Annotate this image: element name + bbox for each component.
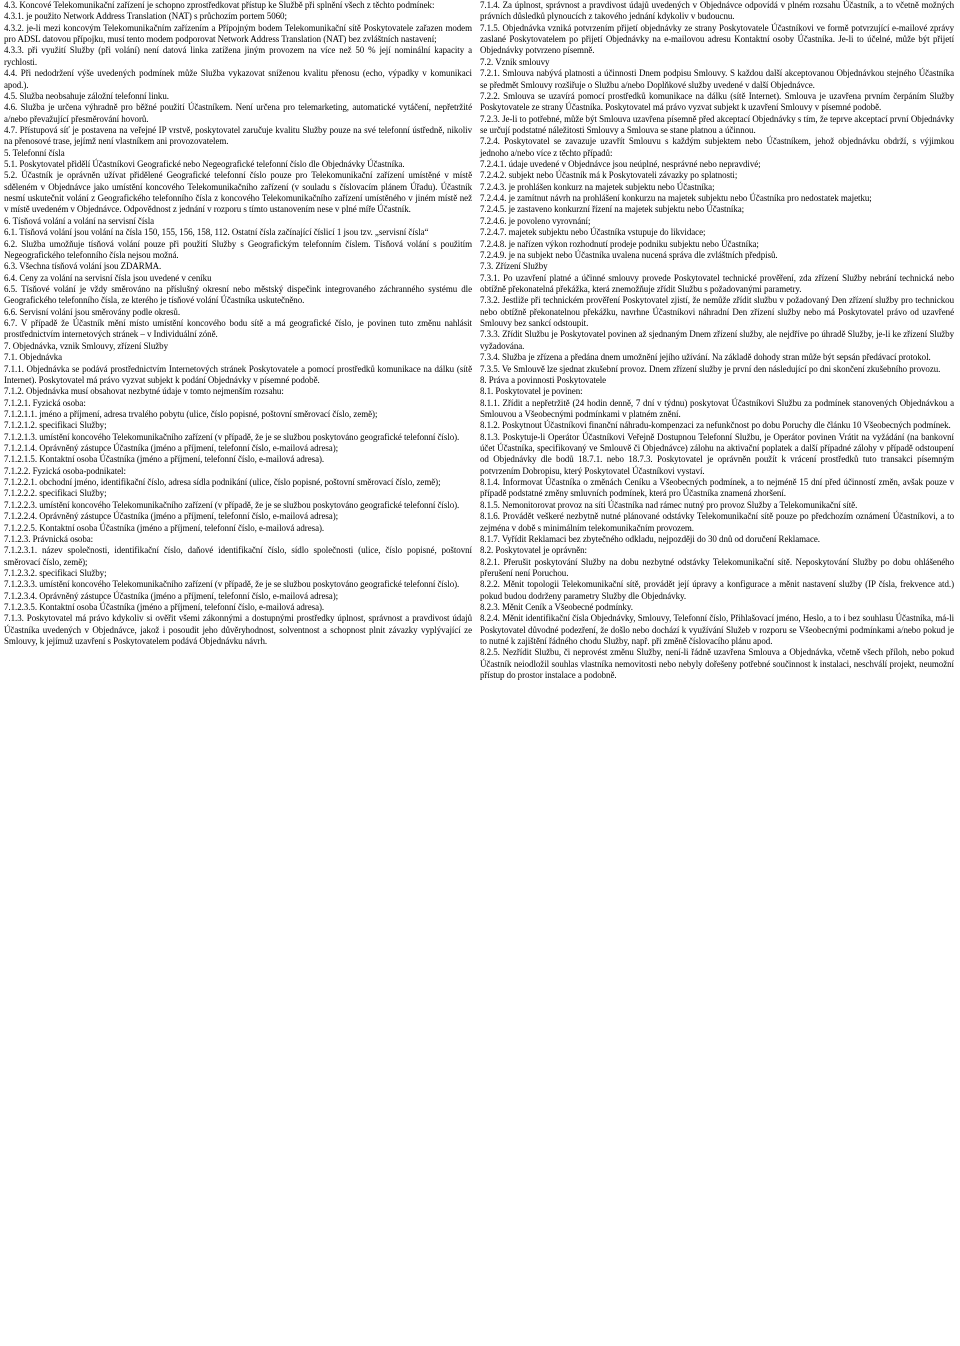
paragraph: 7.1.2.1.3. umístění koncového Telekomunikačního zařízení (v případě, že je se službou poskytováno geografické telefonní číslo). [4,431,460,442]
paragraph: 4.3. Koncové Telekomunikační zařízení je schopno zprostředkovat přístup ke Službě při splnění všech z těchto podmínek: [4,0,435,10]
paragraph: 8.1. Poskytovatel je povinen: [480,386,583,397]
paragraph: 4.7. Přístupová síť je postavena na veřejné IP vrstvě, poskytovatel zaručuje kvalitu Služby pouze na své telefonní ústředně, nikoliv na přenosové trase, jejímž není vlastníkem ani provozovatelem. [4,124,472,147]
paragraph: 7.2.4.5. je zastaveno konkurzní řízení na majetek subjektu nebo Účastníka; [480,204,745,215]
paragraph: 7.1.5. Objednávka vzniká potvrzením přijetí objednávky ze strany Poskytovatele Účastníkovi ve formě potvrzující e-mailové zprávy zaslané Poskytovatelem po přijetí Objednávky na e-mailovou adresu Kontaktní osoby Účastníka. Je-li to účelné, může být přijetí Objednávky potvrzeno písemně. [480,22,954,56]
paragraph: 6.2. Služba umožňuje tísňová volání pouze při použití Služby s Geografickým telefonním číslem. Tísňová volání s použitím Negeografického telefonního čísla nejsou možná. [4,238,472,260]
paragraph: 4.4. Při nedodržení výše uvedených podmínek může Služba vykazovat sníženou kvalitu přenosu (echo, výpadky v komunikaci apod.). [4,68,472,90]
paragraph: 7.1.2.1. Fyzická osoba: [4,397,86,408]
paragraph: 5.1. Poskytovatel přidělí Účastníkovi Geografické nebo Negeografické telefonní číslo dle Objednávky Účastníka. [4,159,405,170]
paragraph: 7.1.2.2.3. umístění koncového Telekomunikačního zařízení (v případě, že je se službou poskytováno geografické telefonní číslo). [4,499,460,510]
paragraph: 7.3.4. Služba je zřízena a předána dnem umožnění jejího užívání. Na základě dohody stran může být sepsán předávací protokol. [480,352,931,363]
paragraph: 7.2.2. Smlouva se uzavírá pomocí prostředků komunikace na dálku (sítě Internet). Smlouva je uzavřena prvním čerpáním Služby Poskytovatele ze strany Účastníka. Poskytovatel má právo vyzvat subjekt k uzavření Smlouvy v písemné podobě. [480,90,954,113]
paragraph: 6.6. Servisní volání jsou směrovány podle okresů. [4,306,181,317]
paragraph: 7.2.1. Smlouva nabývá platnosti a účinnosti Dnem podpisu Smlouvy. S každou další akceptovanou Objednávkou stejného Účastníka se předmět Smlouvy rozšiřuje o Službu a/nebo Doplňkové služby uvedené v další Objednávce. [480,68,954,90]
paragraph: 7.2.4.2. subjekt nebo Účastník má k Poskytovateli závazky po splatnosti; [480,170,738,181]
paragraph: 7.1.2.1.5. Kontaktní osoba Účastníka (jméno a příjmení, telefonní číslo, e-mailová adresa). [4,454,325,465]
paragraph: 6.7. V případě že Účastník mění místo umístění koncového bodu sítě a má geografické číslo, je povinen tuto změnu nahlásit prostřednictvím internetových stránek – v Individuální zóně. [4,318,472,340]
paragraph: 8.1.2. Poskytnout Účastníkovi finanční náhradu-kompenzaci za nefunkčnost po dobu Poruchy dle článku 10 Všeobecných podmínek. [480,420,951,431]
paragraph: 8.2.3. Měnit Ceník a Všeobecné podmínky. [480,602,633,613]
paragraph: 4.5. Služba neobsahuje záložní telefonní linku. [4,90,169,101]
paragraph: 8.1.4. Informovat Účastníka o změnách Ceníku a Všeobecných podmínek, a to nejméně 15 dní před účinností změn, avšak pouze v případě podstatné změny smluvních podmínek, která pro Účastníka znamená zhoršení. [480,477,954,499]
paragraph: 7.2.3. Je-li to potřebné, může být Smlouva uzavřena písemně před akceptací Objednávky s tím, že teprve akceptací první Objednávky se určují podstatné náležitosti Smlouvy a Smlouva se stane platnou a účinnou. [480,113,954,135]
paragraph: 7.1.4. Za úplnost, správnost a pravdivost údajů uvedených v Objednávce odpovídá v plném rozsahu Účastník, a to včetně možných právních důsledků plynoucích z takového jednání kdykoliv v budoucnu. [480,0,954,22]
paragraph: 8.1.6. Provádět veškeré nezbytně nutné plánované odstávky Telekomunikační sítě pouze po předchozím oznámení Účastníkovi, a to zejména v době s minimálním telekomunikačním provozem. [480,511,954,533]
paragraph: 7.3.2. Jestliže při technickém prověření Poskytovatel zjistí, že nemůže zřídit službu v požadovaný Den zřízení služby pro technickou nebo obtížně překonatelnou překážku, navrhne Účastníkovi náhradní Den zřízení služby nebo má Poskytovatel právo od uzavřené Smlouvy bez sankcí odstoupit. [480,295,954,329]
paragraph: 7.3. Zřízení Služby [480,261,548,272]
paragraph: 7.1.2.3.4. Oprávněný zástupce Účastníka (jméno a příjmení, telefonní číslo, e-mailová adresa); [4,590,339,601]
paragraph: 4.6. Služba je určena výhradně pro běžné použití Účastníkem. Není určena pro telemarketing, automatické vytáčení, nepřetržité a/nebo převažující přesměrování hovorů. [4,102,472,124]
paragraph: 7.2.4.4. je zamítnut návrh na prohlášení konkurzu na majetek subjektu nebo Účastníka pro nedostatek majetku; [480,193,872,204]
paragraph: 7.3.1. Po uzavření platné a účinné smlouvy provede Poskytovatel technické prověření, zda zřízení Služby nebrání technická nebo obtížně překonatelná překážka, která znemožňuje zřídit Službu s požadovanými parametry. [480,272,954,294]
paragraph: 7.2.4.3. je prohlášen konkurz na majetek subjektu nebo Účastníka; [480,181,715,192]
paragraph: 7.1. Objednávka [4,352,63,363]
paragraph: 7.2.4.1. údaje uvedené v Objednávce jsou neúplné, nesprávné nebo nepravdivé; [480,159,761,170]
paragraph: 7.2. Vznik smlouvy [480,56,550,67]
left-column [4,0,472,1346]
paragraph: 4.3.3. při využití Služby (při volání) není datová linka zatížena jiným provozem na více než 50 % její nominální kapacity a rychlosti. [4,45,472,67]
paragraph: 6.3. Všechna tísňová volání jsou ZDARMA. [4,261,162,272]
paragraph: 6.5. Tísňové volání je vždy směrováno na příslušný okresní nebo městský dispečink integrovaného záchranného systému dle Geografického telefonního čísla, ze kterého je tísňové volání Účastníka uskutečněno. [4,283,472,306]
paragraph: 7. Objednávka, vznik Smlouvy, zřízení Služby [4,340,169,351]
paragraph: 6. Tísňová volání a volání na servisní čísla [4,215,155,226]
paragraph: 7.2.4.9. je na subjekt nebo Účastníka uvalena nucená správa dle zvláštních předpisů. [480,249,778,260]
paragraph: 8.2.2. Měnit topologii Telekomunikační sítě, provádět její úpravy a konfigurace a měnit nastavení služby (IP čísla, frekvence atd.) pokud budou dodrženy parametry Služby dle Objednávky. [480,579,954,601]
paragraph: 7.1.2.2.1. obchodní jméno, identifikační číslo, adresa sídla podnikání (ulice, číslo popisné, poštovní směrovací číslo, zemĕ); [4,477,441,488]
paragraph: 7.2.4.8. je nařízen výkon rozhodnutí prodeje podniku subjektu nebo Účastníka; [480,238,759,249]
paragraph: 8.1.7. Vyřídit Reklamaci bez zbytečného odkladu, nejpozději do 30 dnů od doručení Reklamace. [480,533,820,544]
right-column [480,0,954,1346]
paragraph: 7.3.5. Ve Smlouvě lze sjednat zkušební provoz. Dnem zřízení služby je první den následující po dni skončení zkušebního provozu. [480,363,941,374]
paragraph: 7.1.2.2.4. Oprávněný zástupce Účastníka (jméno a příjmení, telefonní číslo, e-mailová adresa); [4,511,339,522]
paragraph: 7.1.2.2.2. specifikaci Služby; [4,488,107,499]
paragraph: 8.1.1. Zřídit a nepřetržitě (24 hodin denně, 7 dní v týdnu) poskytovat Účastníkovi Službu za podmínek stanovených Objednávkou a Smlouvou a Všeobecnými podmínkami v platném znění. [480,397,954,419]
paragraph: 7.1.2.1.1. jméno a příjmení, adresa trvalého pobytu (ulice, číslo popisné, poštovní směrovací číslo, zemĕ); [4,408,378,419]
paragraph: 7.1.2.1.2. specifikaci Služby; [4,420,107,431]
paragraph: 5. Telefonní čísla [4,147,65,158]
paragraph: 7.1.2.3.1. název společnosti, identifikační číslo, daňové identifikační číslo, sídlo společnosti (ulice, číslo popisné, poštovní směrovací číslo, zemĕ); [4,545,472,567]
paragraph: 7.2.4. Poskytovatel se zavazuje uzavřít Smlouvu s každým subjektem nebo Účastníkem, jehož objednávku obdrží, s výjimkou jednoho a/nebo více z těchto případů: [480,136,954,158]
paragraph: 7.3.3. Zřídit Službu je Poskytovatel povinen až sjednaným Dnem zřízení služby, ale nejdříve po úhradě Služby, je-li ke zřízení Služby vyžadována. [480,329,954,351]
paragraph: 7.1.2.2.5. Kontaktní osoba Účastníka (jméno a příjmení, telefonní číslo, e-mailová adresa). [4,522,325,533]
paragraph: 8.2.4. Měnit identifikační čísla Objednávky, Smlouvy, Telefonní číslo, Přihlašovací jméno, Heslo, a to i bez souhlasu Účastníka, má-li Poskytovatel důvodné podezření, že došlo nebo dochází k využívání Služeb v rozporu se Všeobecnými podmínkami a/nebo pokud je to nutné k zajištění řádného chodu Služby, např. při změně číslovacího plánu apod. [480,613,954,647]
paragraph: 4.3.2. je-li mezi koncovým Telekomunikačním zařízením a Přípojným bodem Telekomunikační sítě Poskytovatele zařazen modem pro ADSL datovou přípojku, musí tento modem podporovat Network Address Translation (NAT) bez zvláštních nastavení; [4,22,472,45]
paragraph: 5.2. Účastník je oprávněn užívat přidělené Geografické telefonní číslo pouze pro Telekomunikační zařízení umístěné v místě sděleném v Objednávce jako umístění koncového Telekomunikačního zařízení (v souladu s číslovacím plánem Úřadu). Účastník nesmí uskutečnit volání z Geografického telefonního čísla z koncového Telekomunikačního zařízení umístěného v jiném místě než v místě uvedeném v Objednávce. Odpovědnost z jednání v rozporu s tímto ustanovením nese v plné míře Účastník. [4,170,472,215]
paragraph: 8.1.5. Nemonitorovat provoz na síti Účastníka nad rámec nutný pro provoz Služby a Telekomunikační sítě. [480,499,858,510]
paragraph: 6.4. Ceny za volání na servisní čísla jsou uvedené v ceníku [4,272,212,283]
paragraph: 7.1.2.3.3. umístění koncového Telekomunikačního zařízení (v případě, že je se službou poskytováno geografické telefonní číslo). [4,579,460,590]
paragraph: 8.2. Poskytovatel je oprávněn: [480,545,587,556]
paragraph: 7.2.4.6. je povoleno vyrovnání; [480,215,591,226]
paragraph: 7.1.2.3. Právnická osoba: [4,533,94,544]
paragraph: 8. Práva a povinnosti Poskytovatele [480,374,607,385]
paragraph: 6.1. Tísňová volání jsou volání na čísla 150, 155, 156, 158, 112. Ostatní čísla začínající číslicí 1 jsou tzv. „servisní čísla“ [4,227,429,238]
paragraph: 4.3.1. je použito Network Address Translation (NAT) s průchozím portem 5060; [4,11,287,22]
paragraph: 7.1.1. Objednávka se podává prostřednictvím Internetových stránek Poskytovatele a pomocí prostředků komunikace na dálku (sítě Internet). Poskytovatel má právo vyzvat subjekt k podání Objednávky v písemné podobě. [4,363,472,385]
paragraph: 7.1.2. Objednávka musí obsahovat nezbytné údaje v tomto nejmenším rozsahu: [4,386,284,397]
paragraph: 7.1.2.3.5. Kontaktní osoba Účastníka (jméno a příjmení, telefonní číslo, e-mailová adresa). [4,602,325,613]
paragraph: 7.1.3. Poskytovatel má právo kdykoliv si ověřit všemi zákonnými a dostupnými prostředky úplnost, správnost a pravdivost údajů Účastníka uvedených v Objednávce, jakož i posoudit jeho důvěryhodnost, solventnost a schopnost plnit závazky vyplývající ze Smlouvy, k jejímuž uzavření s Poskytovatelem podává Objednávku návrh. [4,613,472,647]
paragraph: 7.1.2.2. Fyzická osoba-podnikatel: [4,465,126,476]
paragraph: 8.1.3. Poskytuje-li Operátor Účastníkovi Veřejně Dostupnou Telefonní Službu, je Operátor povinen Vrátit na vyžádání (na bankovní účet Účastníka, specifikovaný ve Smlouvě či Objednávce) zálohu na aktivační poplatek a další případné zálohy v případě odstoupení od Objednávky dle bodů 18.7.1. nebo 18.7.3. Poskytovatel je oprávněn použít k vrácení prostředků tuto transakci písemným potvrzením Dobropisu, který Poskytovatel Účastníkovi vystaví. [480,431,954,476]
paragraph: 7.2.4.7. majetek subjektu nebo Účastníka vstupuje do likvidace; [480,227,706,238]
paragraph: 8.2.1. Přerušit poskytování Služby na dobu nezbytné odstávky Telekomunikační sítě. Neposkytování Služby po dobu ohlášeného přerušení není Poruchou. [480,556,954,578]
paragraph: 7.1.2.1.4. Oprávněný zástupce Účastníka (jméno a příjmení, telefonní číslo, e-mailová adresa); [4,443,339,454]
paragraph: 7.1.2.3.2. specifikaci Služby; [4,567,107,578]
paragraph: 8.2.5. Nezřídit Službu, či neprovést změnu Služby, není-li řádně uzavřena Smlouva a Objednávka, včetně všech příloh, nebo pokud Účastník neiodložil souhlas vlastníka nemovitosti nebo nebyly dořešeny potřebné součinnost k instalaci, neschválí projekt, neumožní přístup do prostor instalace a podobně. [480,647,954,681]
